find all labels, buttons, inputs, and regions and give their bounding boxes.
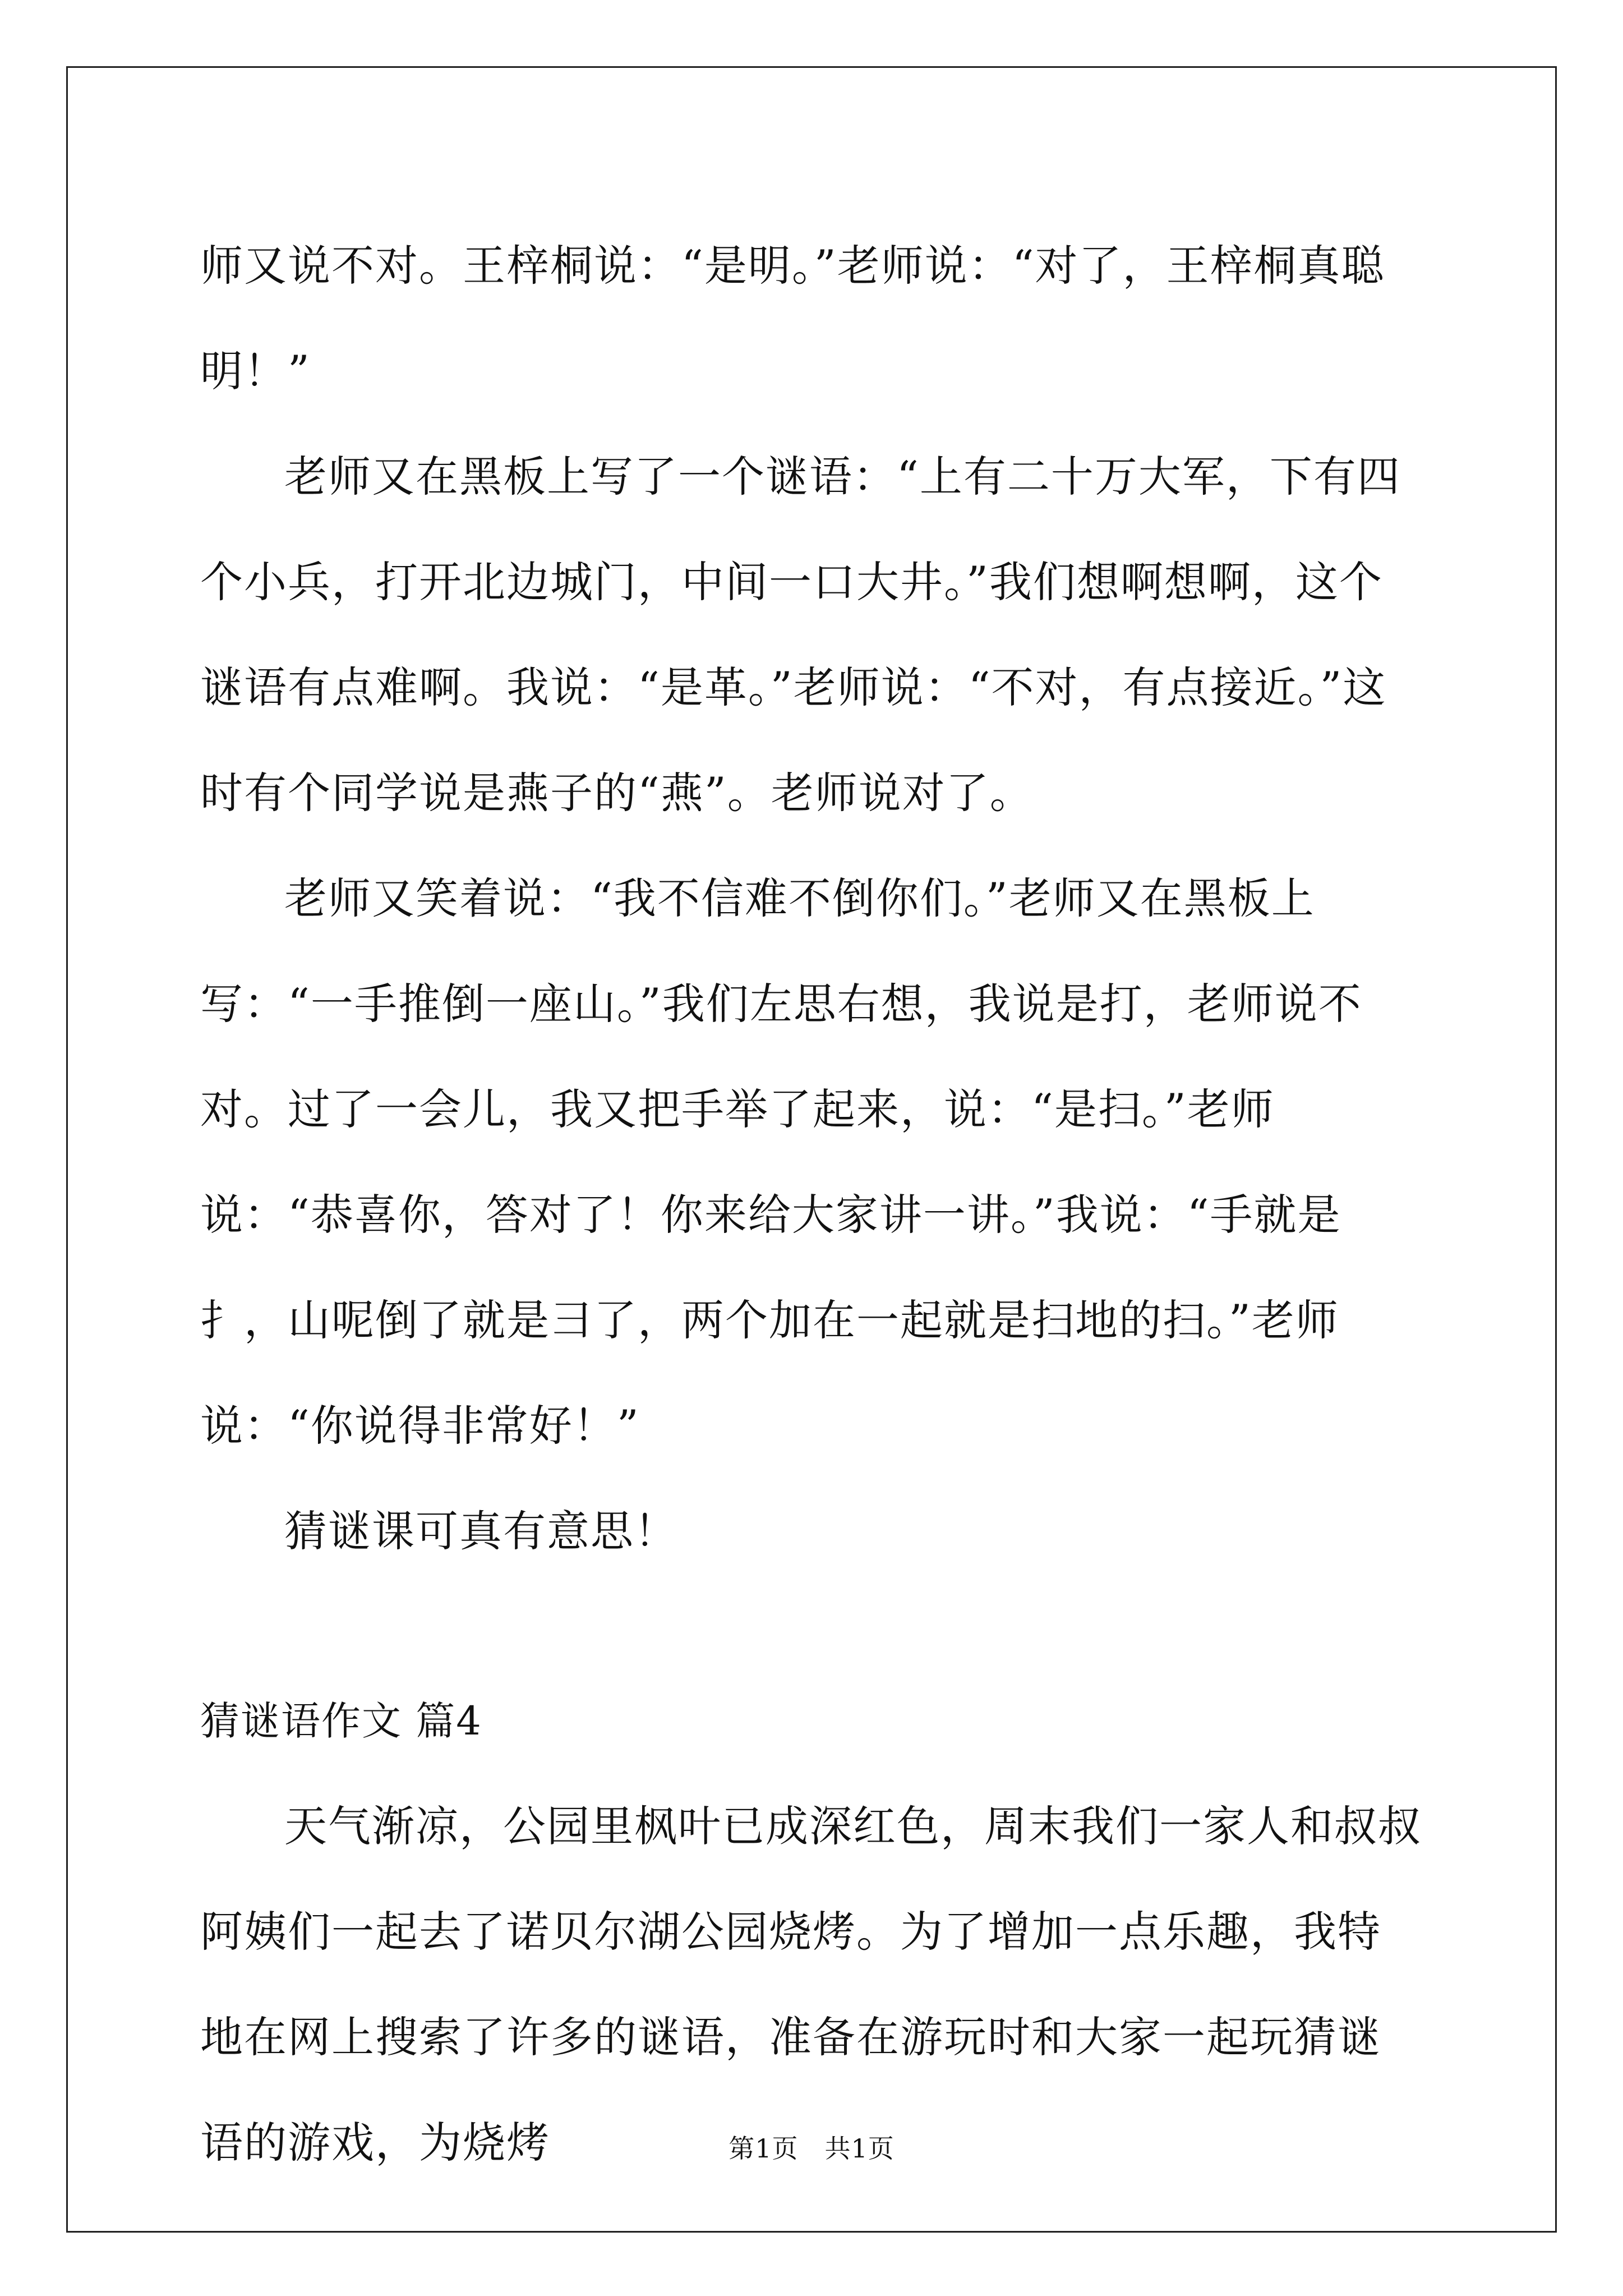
paragraph-1: 师又说不对。王梓桐说：“是明。”老师说：“对了，王梓桐真聪明！” [200, 241, 1385, 396]
paragraph-2: 老师又在黑板上写了一个谜语：“上有二十万大军，下有四个小兵，打开北边城门，中间一口大井。”我们想啊想啊，这个谜语有点难啊。我说：“是革。”老师说：“不对，有点接近。”这时有个同学说是燕子的“燕”。老师说对了。 [200, 452, 1401, 818]
document-body [200, 213, 1423, 2196]
page-footer: 第1页 共1页 [728, 2133, 895, 2164]
paragraph-3: 老师又笑着说：“我不信难不倒你们。”老师又在黑板上写：“一手推倒一座山。”我们左思右想，我说是打，老师说不对。过了一会儿，我又把手举了起来，说：“是扫。”老师说：“恭喜你，答对了！你来给大家讲一讲。”我说：“手就是扌，山呢倒了就是彐了，两个加在一起就是扫地的扫。”老师说：“你说得非常好！” [200, 873, 1362, 1451]
paragraph-5: 天气渐凉，公园里枫叶已成深红色，周末我们一家人和叔叔阿姨们一起去了诺贝尔湖公园烧烤。为了增加一点乐趣，我特地在网上搜索了许多的谜语，准备在游玩时和大家一起玩猜谜语的游戏，为烧烤 [200, 1801, 1422, 2168]
section-heading: 猜谜语作文 篇4 [200, 1698, 482, 1744]
paragraph-4: 猜谜课可真有意思！ [284, 1506, 678, 1556]
